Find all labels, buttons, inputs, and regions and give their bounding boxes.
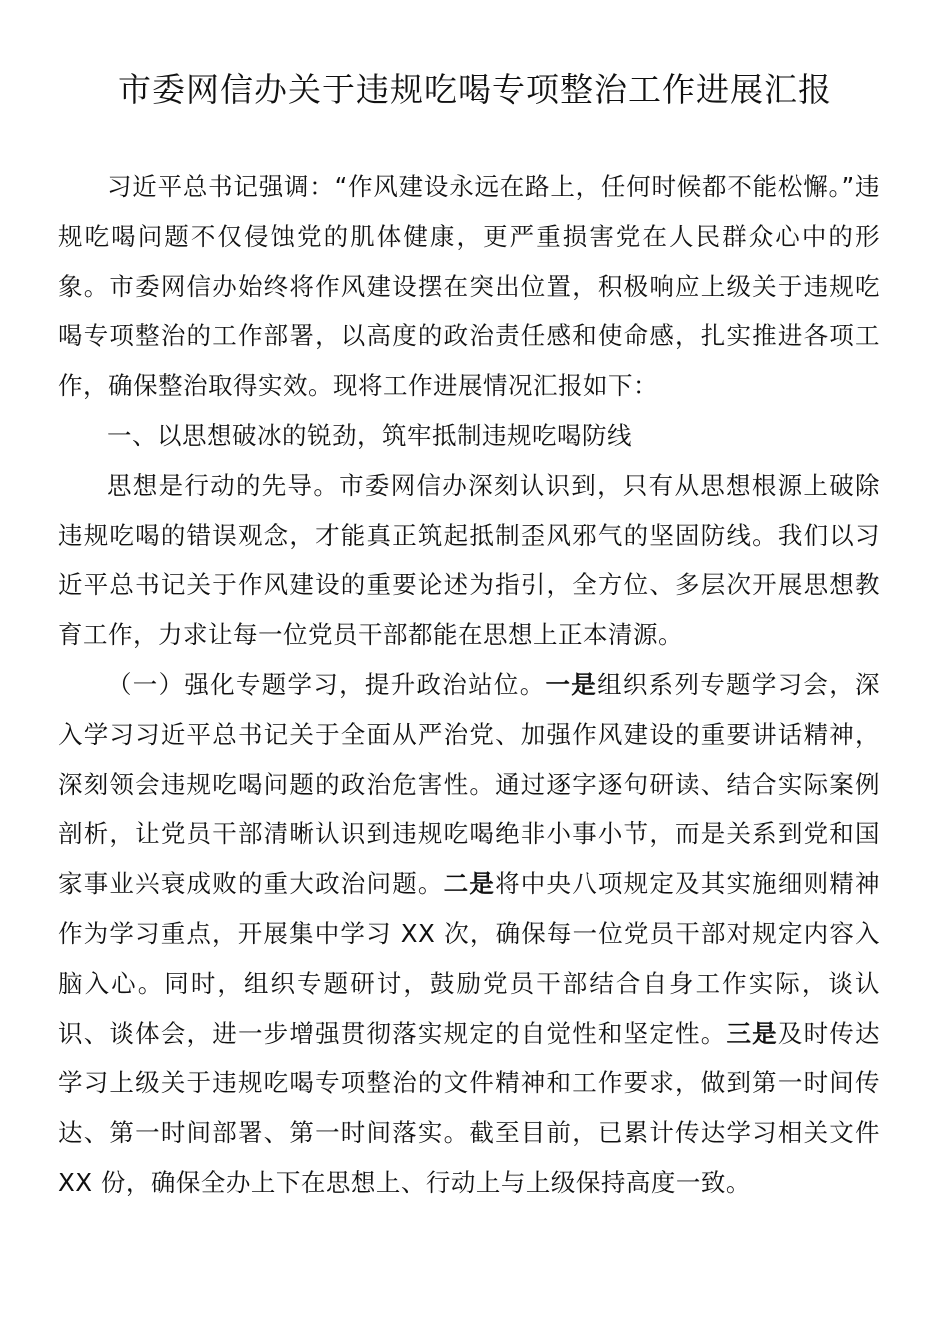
section-heading-1: 一、以思想破冰的锐劲，筑牢抵制违规吃喝防线 bbox=[107, 420, 632, 450]
point-3-keyword: 三是 bbox=[726, 1018, 778, 1048]
document-body bbox=[58, 162, 880, 1208]
intro-paragraph: 习近平总书记强调：“作风建设永远在路上，任何时候都不能松懈。”违规吃喝问题不仅侵蚀党的肌体健康，更严重损害党在人民群众心中的形象。市委网信办始终将作风建设摆在突出位置，积极响应上级关于违规吃喝专项整治的工作部署，以高度的政治责任感和使命感，扎实推进各项工作，确保整治取得实效。现将工作进展情况汇报如下： bbox=[58, 172, 880, 401]
point-2-keyword: 二是 bbox=[443, 869, 496, 899]
subsection-1-lead: （一）强化专题学习，提升政治站位。 bbox=[107, 669, 546, 699]
point-2-text: 将中央八项规定及其实施细则精神作为学习重点，开展集中学习 XX 次，确保每一位党员干部对规定内容入脑入心。同时，组织专题研讨，鼓励党员干部结合自身工作实际，谈认识、谈体会，进一步增强贯彻落实规定的自觉性和坚定性。 bbox=[58, 869, 881, 1048]
point-1-text: 组织系列专题学习会，深入学习习近平总书记关于全面从严治党、加强作风建设的重要讲话精神，深刻领会违规吃喝问题的政治危害性。通过逐字逐句研读、结合实际案例剖析，让党员干部清晰认识到违规吃喝绝非小事小节，而是关系到党和国家事业兴衰成败的重大政治问题。 bbox=[58, 669, 881, 899]
subsection-1-paragraph bbox=[58, 660, 880, 1208]
section-1-paragraph: 思想是行动的先导。市委网信办深刻认识到，只有从思想根源上破除违规吃喝的错误观念，才能真正筑起抵制歪风邪气的坚固防线。我们以习近平总书记关于作风建设的重要论述为指引，全方位、多层次开展思想教育工作，力求让每一位党员干部都能在思想上正本清源。 bbox=[58, 470, 880, 650]
point-1-keyword: 一是 bbox=[545, 669, 598, 699]
point-3-text: 及时传达学习上级关于违规吃喝专项整治的文件精神和工作要求，做到第一时间传达、第一时间部署、第一时间落实。截至目前，已累计传达学习相关文件 XX 份，确保全办上下在思想上、行动上与上级保持高度一致。 bbox=[58, 1018, 881, 1197]
document-title: 市委网信办关于违规吃喝专项整治工作进展汇报 bbox=[118, 70, 832, 109]
